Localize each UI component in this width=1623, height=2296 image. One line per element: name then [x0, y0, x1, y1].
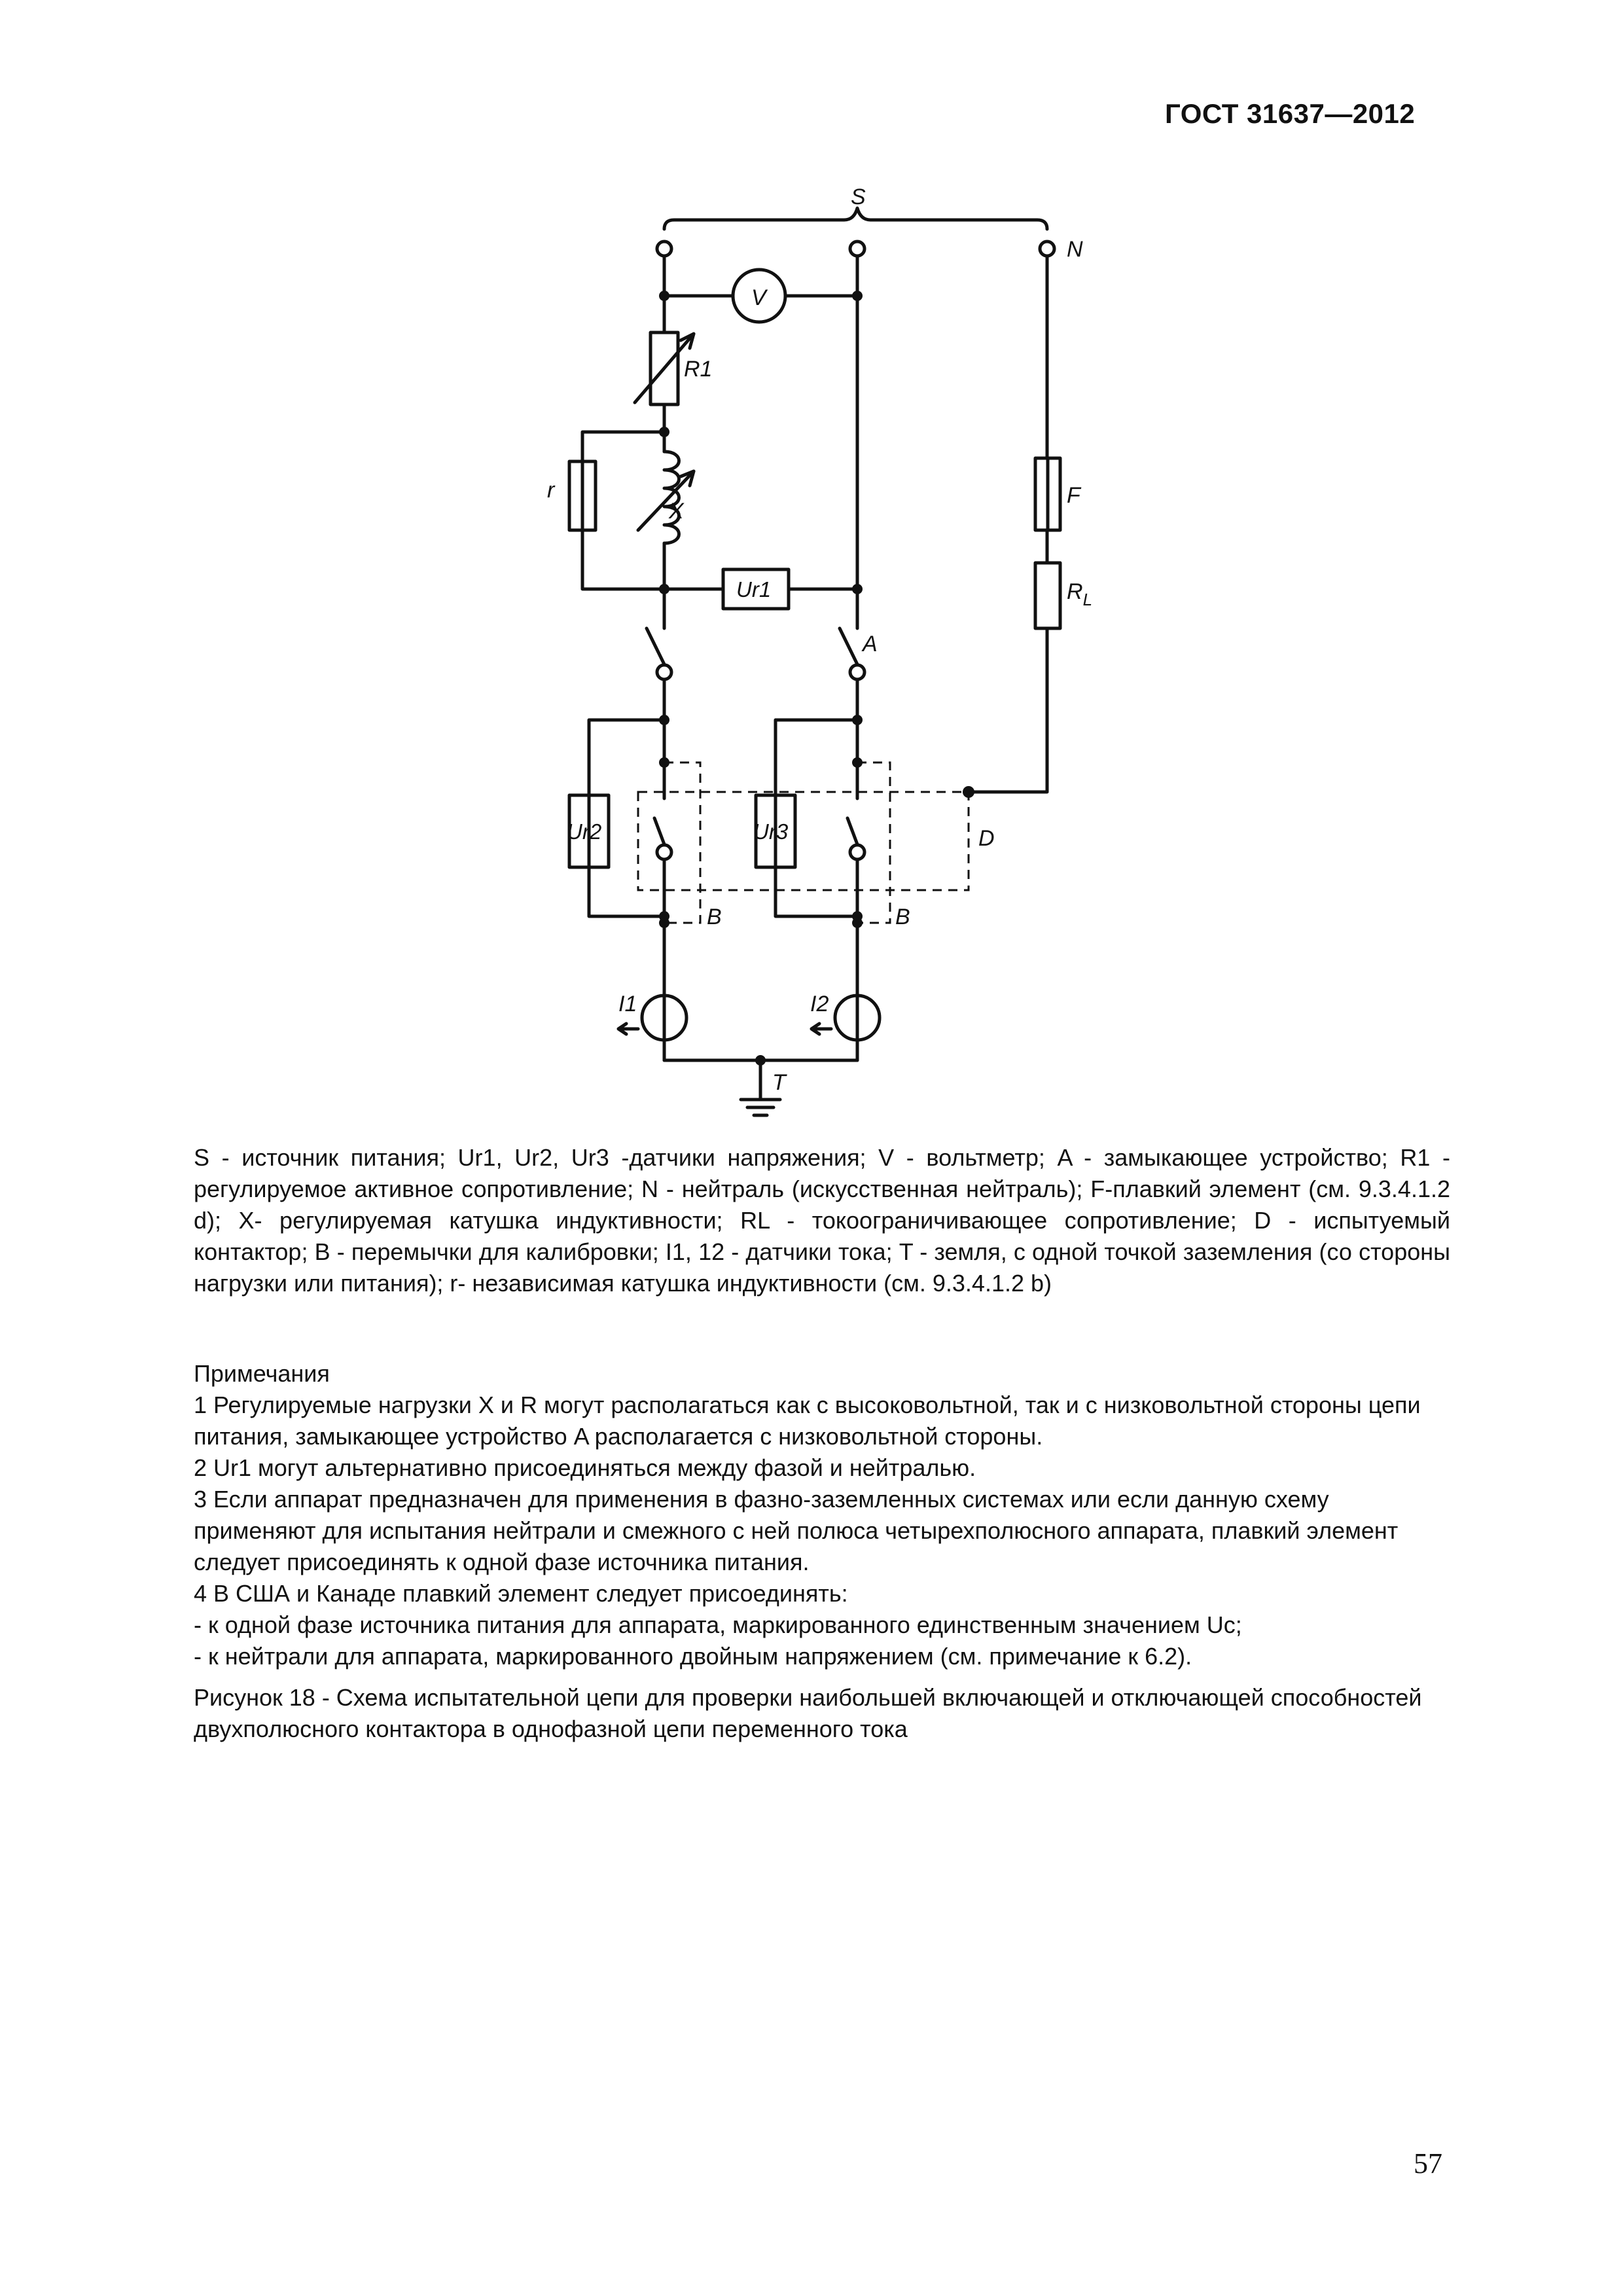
switch-a-left-contact: [657, 665, 671, 679]
source-brace: [664, 208, 1047, 229]
notes-title: Примечания: [194, 1360, 330, 1387]
contactor-right-contact: [850, 845, 865, 859]
junction-dot: [852, 715, 863, 725]
wire-ur3-branch: [776, 720, 857, 916]
terminal-phase-left: [657, 242, 671, 256]
label-f: F: [1067, 483, 1080, 508]
junction-dot: [852, 918, 863, 928]
switch-a-right: [840, 628, 857, 664]
wire-neutral-lower: [969, 628, 1047, 792]
label-ur2: Ur2: [567, 819, 602, 844]
label-rl-main: R: [1067, 579, 1083, 604]
legend-text: S - источник питания; Ur1, Ur2, Ur3 -датчики напряжения; V - вольтметр; A - замыкающее устройство; R1 - регулируемое активное сопротивление; N - нейтраль (искусственная нейтраль); F-плавкий элемент (см. 9.3.4.1.2 d); X- регулируемая катушка индуктивности; RL - токоограничивающее сопротивление; D - испытуемый контактор; B - перемычки для калибровки; I1, 12 - датчики тока; T - земля, с одной точкой заземления (со стороны нагрузки или питания); r- независимая катушка индуктивности (см. 9.3.4.1.2 b): [194, 1144, 1450, 1297]
junction-dot: [852, 291, 863, 301]
contactor-switch-right: [847, 818, 857, 844]
note-item: 3 Если аппарат предназначен для применения в фазно-заземленных системах или если данную схему применяют для испытания нейтрали и смежного с ней полюса четырехполюсного аппарата, плавкий элемент следует присоединять к одной фазе источника питания.: [194, 1486, 1399, 1575]
switch-a-right-contact: [850, 665, 865, 679]
junction-dot: [659, 427, 669, 437]
notes-section: [194, 1358, 1450, 1672]
junction-dot: [659, 584, 669, 594]
note-item: - к нейтрали для аппарата, маркированного двойным напряжением (см. примечание к 6.2).: [194, 1643, 1192, 1670]
note-item: 1 Регулируемые нагрузки X и R могут располагаться как с высоковольтной, так и с низковольтной стороны цепи питания, замыкающее устройство A располагается с низковольтной стороны.: [194, 1391, 1421, 1450]
i2-arrow: [812, 1024, 831, 1034]
resistor-rl: [1035, 563, 1060, 628]
label-b-right: B: [895, 905, 910, 929]
label-ur1: Ur1: [736, 577, 772, 601]
page-number: 57: [1414, 2147, 1442, 2179]
contactor-d-boundary: [638, 792, 969, 890]
label-t: T: [772, 1070, 786, 1095]
jumper-b-left: [664, 762, 700, 923]
label-v: V: [751, 285, 766, 310]
label-r1: R1: [684, 357, 713, 382]
document-header: ГОСТ 31637—2012: [1165, 98, 1416, 129]
junction-dot: [659, 715, 669, 725]
label-d: D: [978, 826, 995, 851]
jumper-b-right: [857, 762, 890, 923]
switch-a-left: [647, 628, 664, 664]
label-a: A: [863, 632, 878, 656]
label-r: r: [547, 478, 555, 503]
terminal-phase-right: [850, 242, 865, 256]
junction-dot: [659, 291, 669, 301]
label-i1: I1: [618, 992, 637, 1016]
label-n: N: [1067, 237, 1083, 262]
x-adjust-arrow: [638, 471, 694, 530]
note-item: - к одной фазе источника питания для аппарата, маркированного единственным значением Uc;: [194, 1611, 1242, 1638]
contactor-left-contact: [657, 845, 671, 859]
junction-dot: [659, 918, 669, 928]
junction-dot: [755, 1055, 766, 1066]
label-b-left: B: [707, 905, 722, 929]
terminal-neutral: [1040, 242, 1054, 256]
junction-dot: [963, 786, 974, 798]
junction-dot: [852, 757, 863, 768]
label-s: S: [851, 185, 866, 209]
figure-caption: Рисунок 18 - Схема испытательной цепи для проверки наибольшей включающей и отключающей способностей двухполюсного контактора в однофазной цепи переменного тока: [194, 1684, 1422, 1742]
label-x: X: [669, 499, 684, 524]
label-rl: [1067, 579, 1092, 609]
label-ur3: Ur3: [753, 819, 789, 844]
junction-dot: [659, 757, 669, 768]
contactor-switch-left: [654, 818, 664, 844]
note-item: 4 В США и Канаде плавкий элемент следует присоединять:: [194, 1580, 848, 1607]
label-rl-sub: L: [1082, 590, 1093, 609]
i1-arrow: [618, 1024, 638, 1034]
ground-symbol: [741, 1100, 780, 1115]
note-item: 2 Ur1 могут альтернативно присоединяться между фазой и нейтралью.: [194, 1454, 976, 1481]
label-i2: I2: [810, 992, 829, 1016]
inductor-x: [664, 452, 679, 543]
junction-dot: [852, 584, 863, 594]
